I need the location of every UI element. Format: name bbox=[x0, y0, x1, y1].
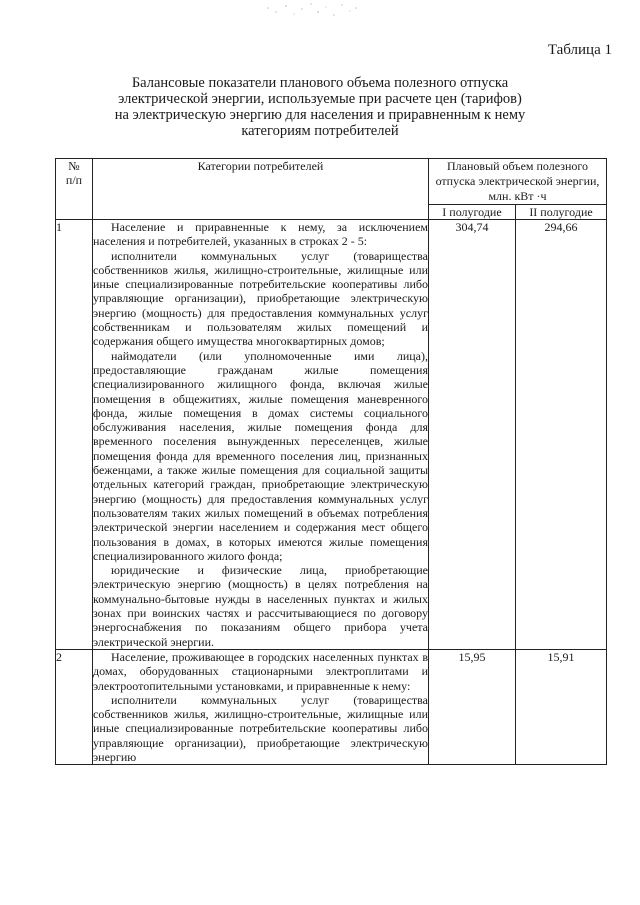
row-number: 1 bbox=[56, 220, 93, 650]
row-category bbox=[93, 649, 429, 764]
header-category: Категории потребителей bbox=[93, 159, 429, 220]
header-number-line2: п/п bbox=[65, 173, 83, 188]
category-paragraph: наймодатели (или уполномоченные ими лица), предоставляющие гражданам жилые помещения специализированного жилищного фонда, включая жилые помещения в общежитиях, жилые помещения маневренного фонда, жилые помещения в домах системы социального обслуживания населения, жилые помещения фонда для временного поселения вынужденных переселенцев, жилые помещения фонда для временного поселения лиц, признанных беженцами, а также жилые помещения для социальной защиты отдельных категорий граждан, приобретающие электрическую энергию (мощность) для предоставления коммунальных услуг пользователям таких жилых помещений в объемах потребления электрической энергии населением и содержания мест общего пользования в домах, в которых имеются жилые помещения специализированного жилого фонда; bbox=[93, 348, 428, 563]
document-title bbox=[80, 75, 560, 139]
row-half2-value: 15,91 bbox=[516, 649, 607, 764]
row-half1-value: 304,74 bbox=[429, 220, 516, 650]
balance-table bbox=[55, 158, 607, 765]
row-half1-value: 15,95 bbox=[429, 649, 516, 764]
header-number-line1: № bbox=[68, 159, 80, 173]
header-number bbox=[56, 159, 93, 220]
row-number: 2 bbox=[56, 649, 93, 764]
header-half1: I полугодие bbox=[429, 205, 516, 220]
title-line: на электрическую энергию для населения и приравненным к нему bbox=[114, 107, 526, 123]
category-paragraph: исполнители коммунальных услуг (товарищества собственников жилья, жилищно-строительные, жилищные или иные специализированные потребительские кооперативы либо управляющие организации), приобретающие электрическую энергию (мощность) для предоставления коммунальных услуг собственникам и пользователям жилых помещений и содержания общего имущества многоквартирных домов; bbox=[93, 248, 428, 349]
row-category bbox=[93, 220, 429, 650]
header-row bbox=[56, 159, 607, 205]
title-line: электрической энергии, используемые при расчете цен (тарифов) bbox=[118, 91, 522, 107]
row-half2-value: 294,66 bbox=[516, 220, 607, 650]
title-line: Балансовые показатели планового объема полезного отпуска bbox=[131, 75, 509, 91]
table-row bbox=[56, 220, 607, 650]
table-label: Таблица 1 bbox=[547, 42, 612, 58]
category-paragraph: исполнители коммунальных услуг (товарищества собственников жилья, жилищно-строительные, жилищные или иные специализированные потребительские кооперативы либо управляющие организации), приобретающие электрическую энергию bbox=[93, 692, 428, 764]
title-line: категориям потребителей bbox=[241, 123, 399, 139]
category-paragraph: Население и приравненные к нему, за исключением населения и потребителей, указанных в строках 2 - 5: bbox=[93, 220, 428, 249]
stamp-mark bbox=[256, 0, 366, 22]
category-paragraph: юридические и физические лица, приобретающие электрическую энергию (мощность) в целях потребления на коммунально-бытовые нужды в населенных пунктах и жилых зонах при воинских частях и рассчитывающиеся по договору энергоснабжения по показаниям общего прибора учета электрической энергии. bbox=[93, 563, 428, 649]
header-volume: Плановый объем полезного отпуска электрической энергии, млн. кВт ·ч bbox=[429, 159, 607, 205]
header-half2: II полугодие bbox=[516, 205, 607, 220]
category-paragraph: Население, проживающее в городских населенных пунктах в домах, оборудованных стационарными электроплитами и электроотопительными установками, и приравненные к нему: bbox=[93, 649, 428, 693]
table-row bbox=[56, 649, 607, 764]
